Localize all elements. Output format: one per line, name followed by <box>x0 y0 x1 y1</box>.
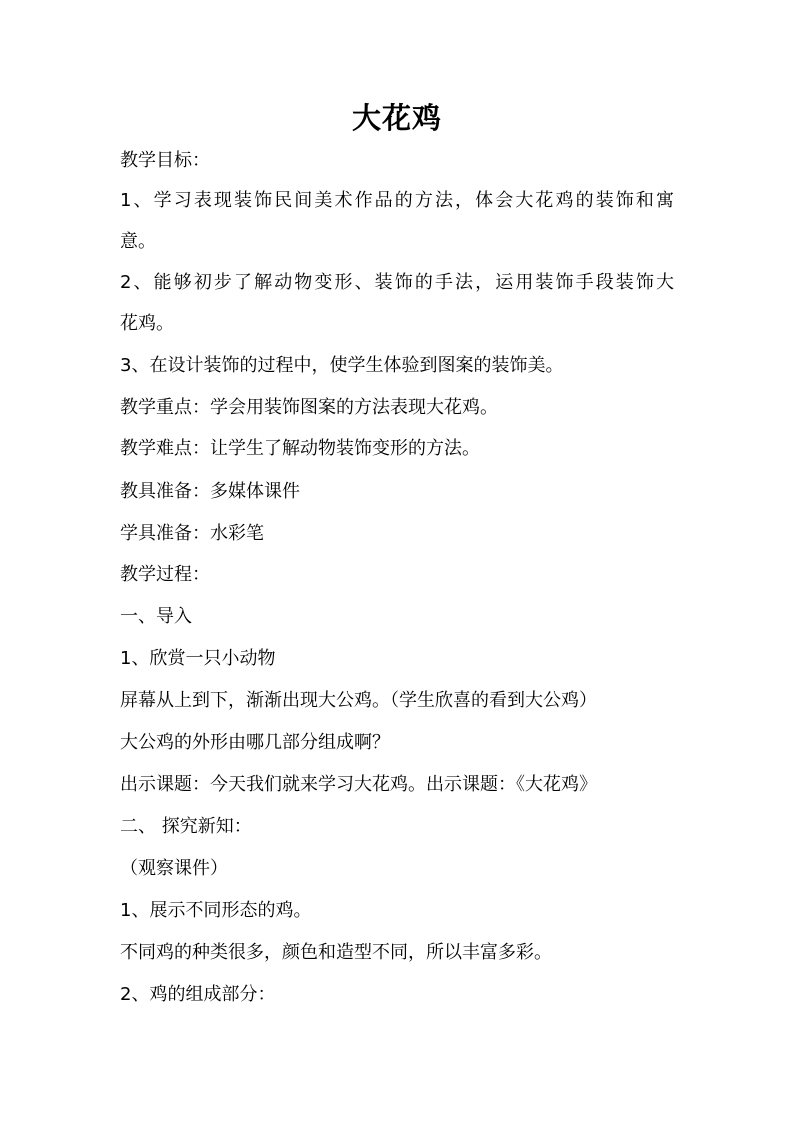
text-line-observe: （观察课件） <box>120 858 228 879</box>
text-line-step-1: 1、欣赏一只小动物 <box>120 648 276 669</box>
text-line-teaching-aids: 教具准备：多媒体课件 <box>120 481 300 502</box>
text-line-process: 教学过程： <box>120 564 210 585</box>
text-line-step-show: 1、展示不同形态的鸡。 <box>120 900 312 921</box>
text-line-difficulty: 教学难点：让学生了解动物装饰变形的方法。 <box>120 438 480 459</box>
text-line-student-aids: 学具准备：水彩笔 <box>120 523 264 544</box>
text-line-key-point: 教学重点：学会用装饰图案的方法表现大花鸡。 <box>120 397 498 418</box>
text-line-question: 大公鸡的外形由哪几部分组成啊？ <box>120 732 390 753</box>
text-line-section-1: 一、导入 <box>120 606 192 627</box>
text-line-section-2: 二、 探究新知： <box>120 816 252 837</box>
text-line-goal-1-cont: 意。 <box>120 231 156 252</box>
text-line-goal-3: 3、在设计装饰的过程中，使学生体验到图案的装饰美。 <box>120 355 564 376</box>
text-line-goal-2-cont: 花鸡。 <box>120 313 174 334</box>
text-line-parts: 2、鸡的组成部分： <box>120 984 276 1005</box>
text-line-variety: 不同鸡的种类很多，颜色和造型不同，所以丰富多彩。 <box>120 942 552 963</box>
text-line-teaching-goals: 教学目标： <box>120 150 210 171</box>
document-title: 大花鸡 <box>351 101 442 135</box>
text-line-topic: 出示课题：今天我们就来学习大花鸡。出示课题：《大花鸡》 <box>120 774 597 795</box>
text-line-goal-1: 1、学习表现装饰民间美术作品的方法，体会大花鸡的装饰和寓 <box>120 190 674 211</box>
text-line-screen: 屏幕从上到下，渐渐出现大公鸡。（学生欣喜的看到大公鸡） <box>120 690 597 711</box>
text-line-goal-2: 2、能够初步了解动物变形、装饰的手法，运用装饰手段装饰大 <box>120 272 674 293</box>
